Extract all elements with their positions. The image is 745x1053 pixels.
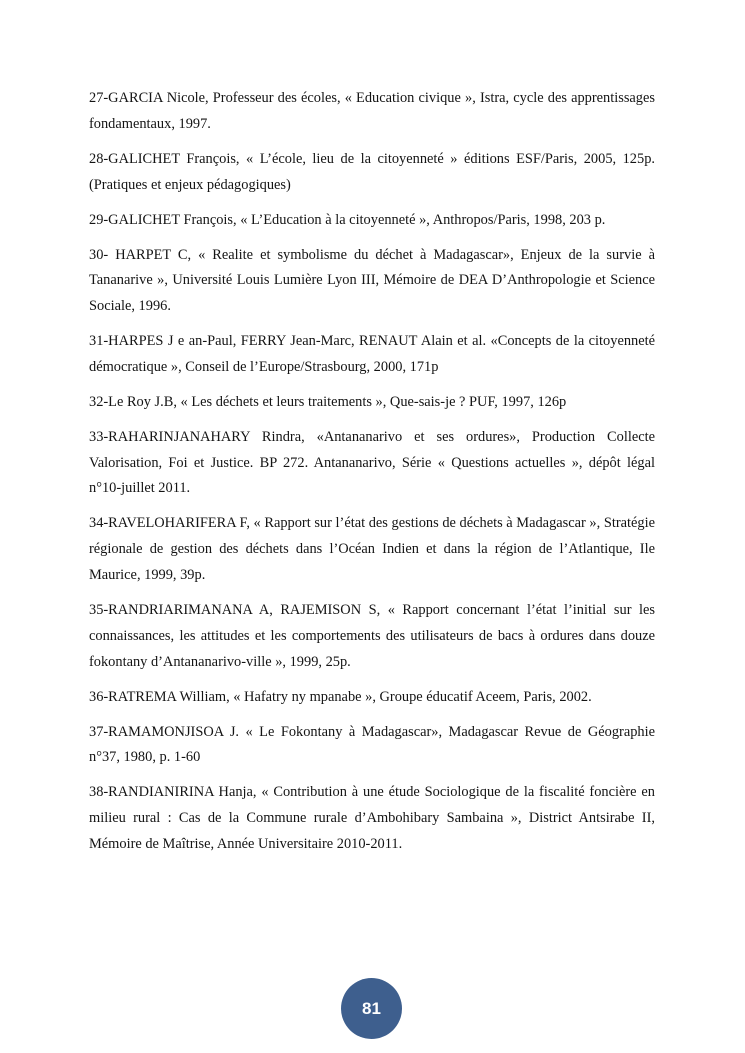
reference-entry-33: 33-RAHARINJANAHARY Rindra, «Antananarivo et ses ordures», Production Collecte Valorisation, Foi et Justice. BP 272. Antananarivo, Série « Questions actuelles », dépôt légal n°10-juillet 2011. <box>89 428 655 497</box>
reference-entry-28: 28-GALICHET François, « L’école, lieu de la citoyenneté » éditions ESF/Paris, 2005, 125p. (Pratiques et enjeux pédagogiques) <box>89 150 655 193</box>
bibliography-list <box>89 86 655 867</box>
reference-entry-32: 32-Le Roy J.B, « Les déchets et leurs traitements », Que-sais-je ? PUF, 1997, 126p <box>89 393 567 410</box>
reference-entry-38: 38-RANDIANIRINA Hanja, « Contribution à une étude Sociologique de la fiscalité foncière en milieu rural : Cas de la Commune rurale d’Ambohibary Sambaina », District Antsirabe II, Mémoire de Maîtrise, Année Universitaire 2010-2011. <box>89 784 655 852</box>
reference-entry-27: 27-GARCIA Nicole, Professeur des écoles, « Education civique », Istra, cycle des apprentissages fondamentaux, 1997. <box>89 90 655 132</box>
reference-entry-37: 37-RAMAMONJISOA J. « Le Fokontany à Madagascar», Madagascar Revue de Géographie n°37, 1980, p. 1-60 <box>89 723 655 766</box>
reference-entry-34: 34-RAVELOHARIFERA F, « Rapport sur l’état des gestions de déchets à Madagascar », Stratégie régionale de gestion des déchets dans l’Océan Indien et dans la région de l’Atlantique, Ile Maurice, 1999, 39p. <box>89 515 655 584</box>
reference-entry-30: 30- HARPET C, « Realite et symbolisme du déchet à Madagascar», Enjeux de la survie à Tananarive », Université Louis Lumière Lyon III, Mémoire de DEA D’Anthropologie et Science Sociale, 1996. <box>89 246 655 315</box>
reference-entry-36: 36-RATREMA William, « Hafatry ny mpanabe », Groupe éducatif Aceem, Paris, 2002. <box>89 688 592 705</box>
reference-entry-29: 29-GALICHET François, « L’Education à la citoyenneté », Anthropos/Paris, 1998, 203 p. <box>89 211 606 228</box>
reference-entry-31: 31-HARPES J e an-Paul, FERRY Jean-Marc, RENAUT Alain et al. «Concepts de la citoyenneté démocratique », Conseil de l’Europe/Strasbourg, 2000, 171p <box>89 333 655 375</box>
reference-entry-35: 35-RANDRIARIMANANA A, RAJEMISON S, « Rapport concernant l’état l’initial sur les connaissances, les attitudes et les comportements des utilisateurs de bacs à ordures dans douze fokontany d’Antananarivo-ville », 1999, 25p. <box>89 602 655 670</box>
page-number-badge: 81 <box>341 978 402 1039</box>
